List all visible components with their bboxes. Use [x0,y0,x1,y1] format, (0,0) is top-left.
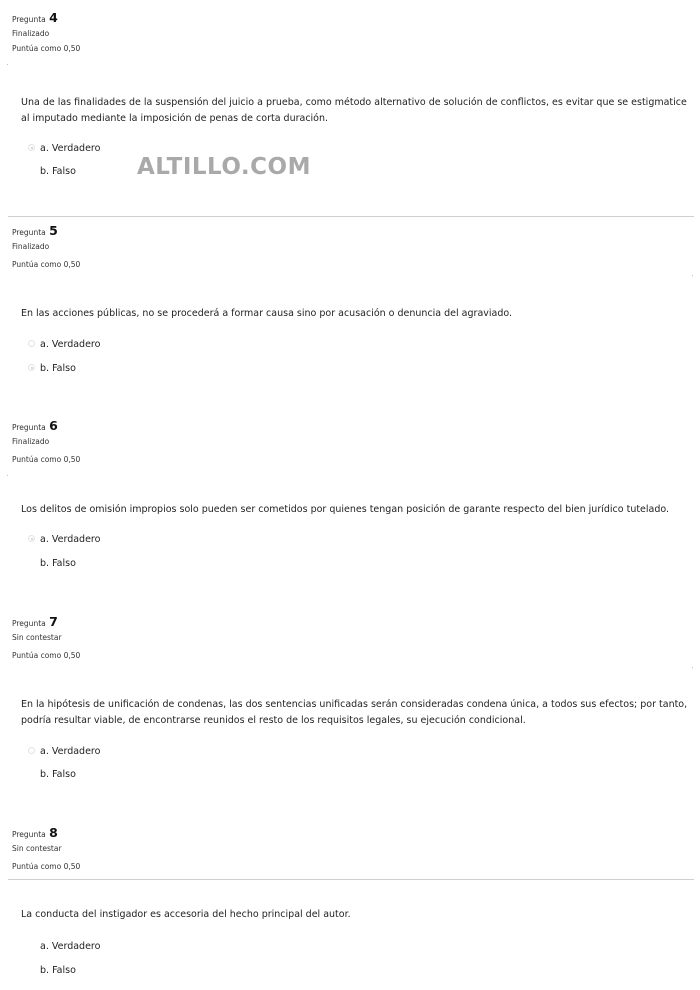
watermark: ALTILLO.COM [137,154,311,180]
option-verdadero[interactable]: a. Verdadero [28,940,100,954]
question-state: Sin contestar [12,844,62,853]
option-verdadero[interactable]: a. Verdadero [28,338,100,352]
question-info [12,418,80,464]
radio-icon[interactable] [28,167,35,174]
question-info [12,223,80,269]
question-grade: Puntúa como 0,50 [12,260,81,269]
question-info [12,614,80,660]
radio-icon[interactable] [28,942,35,949]
radio-icon[interactable] [28,340,35,347]
question-grade: Puntúa como 0,50 [12,44,81,53]
question-text: Una de las finalidades de la suspensión del juicio a prueba, como método alternativo de solución de conflictos, es evitar que se estigmatice al imputado mediante la imposición de penas de corta duración. [21,97,687,124]
radio-icon[interactable] [28,966,35,973]
question-number: Pregunta 6 [12,418,58,433]
option-falso[interactable]: b. Falso [28,362,76,376]
question-text: La conducta del instigador es accesoria del hecho principal del autor. [21,909,351,920]
question-text: En la hipótesis de unificación de condenas, las dos sentencias unificadas serán consideradas condena única, a todos sus efectos; por tanto, podría resultar viable, de encontrarse reunidos el resto de los requisitos legales, su ejecución condicional. [21,699,688,726]
question-number: Pregunta 5 [12,223,58,238]
question-number: Pregunta 4 [12,10,58,25]
radio-icon[interactable] [28,770,35,777]
option-verdadero[interactable]: a. Verdadero [28,533,100,547]
question-state: Finalizado [12,242,50,251]
radio-icon[interactable] [28,747,35,754]
radio-icon[interactable] [28,535,35,542]
option-verdadero[interactable]: a. Verdadero [28,745,100,759]
radio-icon[interactable] [28,364,35,371]
question-grade: Puntúa como 0,50 [12,455,81,464]
option-falso[interactable]: b. Falso [28,165,76,179]
question-state: Finalizado [12,437,50,446]
question-grade: Puntúa como 0,50 [12,862,81,871]
option-falso[interactable]: b. Falso [28,964,76,978]
question-number: Pregunta 7 [12,614,58,629]
question-state: Sin contestar [12,633,62,642]
option-falso[interactable]: b. Falso [28,768,76,782]
radio-icon[interactable] [28,559,35,566]
option-falso[interactable]: b. Falso [28,557,76,571]
question-grade: Puntúa como 0,50 [12,651,81,660]
divider [8,216,694,217]
radio-icon[interactable] [28,144,35,151]
question-info [12,10,80,53]
divider [8,879,694,880]
question-text: Los delitos de omisión impropios solo pueden ser cometidos por quienes tengan posición de garante respecto del bien jurídico tutelado. [21,504,670,515]
question-info [12,825,80,871]
question-state: Finalizado [12,29,50,38]
question-text: En las acciones públicas, no se procederá a formar causa sino por acusación o denuncia del agraviado. [21,308,513,319]
option-verdadero[interactable]: a. Verdadero [28,142,100,156]
question-number: Pregunta 8 [12,825,58,840]
